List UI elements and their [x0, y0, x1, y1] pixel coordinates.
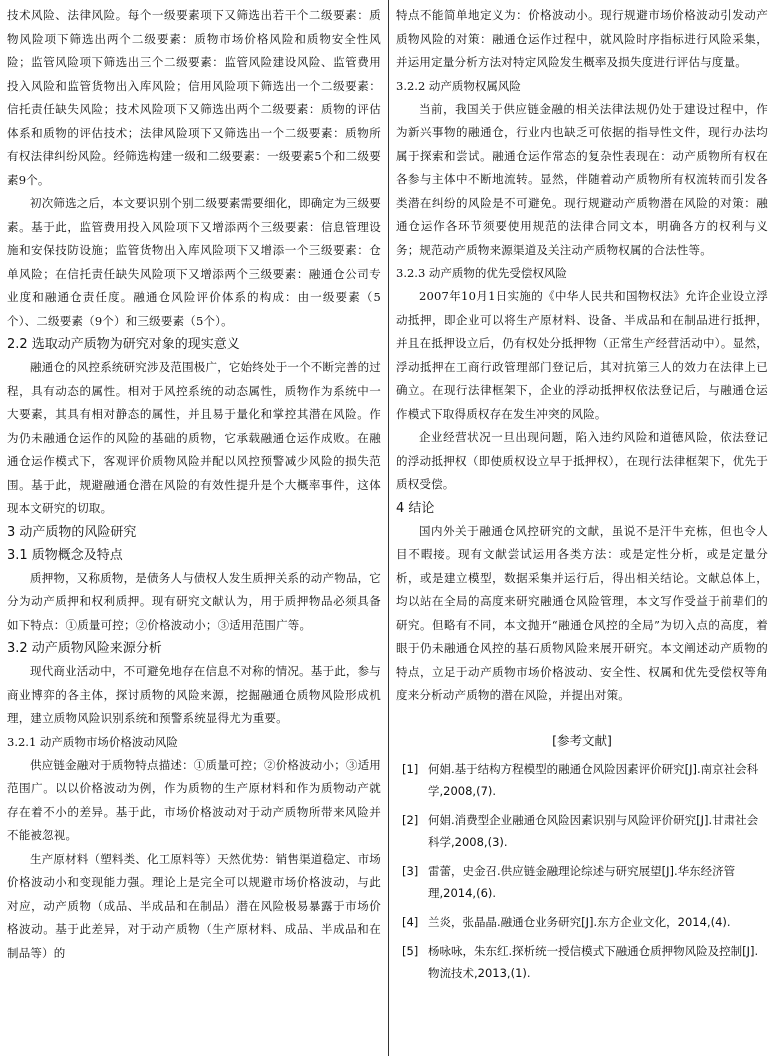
reference-number: [2] [402, 812, 419, 827]
body-paragraph: 国内外关于融通仓风控研究的文献，虽说不是汗牛充栋，但也令人目不暇接。现有文献尝试运用各类方法：或是定性分析，或是定量分析，或是建立模型，数据采集并运行后，得出相关结论。文献总体上，均以站在全局的高度来研究融通仓风险管理，本文写作受益于前辈们的研究。但略有不同，本文抛开“融通仓风控的全局”为切入点的高度，着眼于仍未融通仓风控的基石质物风险来展开研究。本文阐述动产质物的特点，立足于动产质物市场价格波动、安全性、权属和优先受偿权等角度来分析动产质物的潜在风险，并提出对策。 [396, 523, 768, 702]
reference-item [396, 860, 768, 904]
reference-item [396, 911, 768, 933]
section-heading-2-2: 2.2 选取动产质物为研究对象的现实意义 [7, 337, 240, 352]
reference-text: 何娟.消费型企业融通仓风险因素识别与风险评价研究[J].甘肃社会科学,2008,(3). [428, 812, 759, 849]
body-paragraph: 生产原材料（塑料类、化工原料等）天然优势：销售渠道稳定、市场价格波动小和变现能力强。理论上是完全可以规避市场价格波动，与此对应，动产质物（成品、半成品和在制品）潜在风险极易暴露于市场价格波动。基于此差异，对于动产质物（生产原材料、成品、半成品和在制品等）的 [7, 851, 381, 960]
reference-text: 兰炎，张晶晶.融通仓业务研究[J].东方企业文化，2014,(4). [428, 914, 731, 929]
body-paragraph: 初次筛选之后，本文要识别个别二级要素需要细化，即确定为三级要素。基于此，监管费用投入风险项下又增添两个三级要素：信息管理设施和安保技防设施；监管货物出入库风险项下又增添一个三级要素：仓单风险；在信托责任缺失风险项下又增添两个三级要素：融通仓公司专业度和融通仓责任度。融通仓风险评价体系的构成：由一级要素（5个）、二级要素（9个）和三级要素（5个）。 [7, 196, 381, 328]
left-column [7, 4, 381, 1052]
body-paragraph: 供应链金融对于质物特点描述：①质量可控；②价格波动小；③适用范围广。以以价格波动为例，作为质物的生产原材料和作为质物动产就存在着不小的差异。基于此，市场价格波动对于动产质物所带来风险并不能被忽视。 [7, 757, 381, 842]
reference-item [396, 758, 768, 802]
section-heading-4: 4 结论 [396, 500, 435, 516]
section-heading-3: 3 动产质物的风险研究 [7, 524, 137, 540]
right-column [396, 4, 768, 1052]
body-paragraph: 当前，我国关于供应链金融的相关法律法规仍处于建设过程中，作为新兴事物的融通仓，行业内也缺乏可依据的指导性文件，现行办法均属于探索和尝试。融通仓运作常态的复杂性表现在：动产质物所有权在各参与主体中不断地流转。显然，伴随着动产质物所有权流转而引发各类潜在纠纷的风险是不可避免。现行规避动产质物潜在风险的对策：融通仓运作各环节须要使用规范的法律合同文本，明确各方的权利与义务；规范动产质物来源渠道及关注动产质物权属的合法性等。 [396, 101, 768, 257]
reference-text: 雷蕾，史金召.供应链金融理论综述与研究展望[J].华东经济管理,2014,(6). [428, 863, 736, 900]
reference-list [396, 758, 768, 984]
reference-number: [5] [402, 943, 419, 958]
references-title: [参考文献] [552, 732, 612, 748]
body-paragraph: 融通仓的风控系统研究涉及范围极广，它始终处于一个不断完善的过程，具有动态的属性。相对于风控系统的动态属性，质物作为系统中一大要素，其具有相对静态的属性，并且易于量化和掌控其潜在风险。作为仍未融通仓运作的风险的基础的质物，它承载融通仓运作成败。在融通仓运作模式下，客观评价质物风险并配以风控预警减少风险的损失范围。基于此，规避融通仓潜在风险的有效性提升是个大概率事件，这体现本文研究的切取。 [7, 360, 381, 515]
section-heading-3-2: 3.2 动产质物风险来源分析 [7, 641, 162, 656]
body-paragraph: 2007年10月1日实施的《中华人民共和国物权法》允许企业设立浮动抵押，即企业可以将生产原材料、设备、半成品和在制品进行抵押，并且在抵押设立后，仍有权处分抵押物（正常生产经营活动中）。显然，浮动抵押在工商行政管理部门登记后，其对抗第三人的效力在法律上已确立。在现行法律框架下，企业的浮动抵押权依法登记后，与融通仓运作模式下取得质权存在发生冲突的风险。 [396, 289, 768, 421]
reference-number: [1] [402, 761, 419, 776]
body-paragraph: 特点不能简单地定义为：价格波动小。现行规避市场价格波动引发动产质物风险的对策：融通仓运作过程中，就风险时序指标进行风险采集，并运用定量分析方法对特定风险发生概率及损失度进行评估与度量。 [396, 8, 768, 69]
reference-number: [3] [402, 863, 419, 878]
reference-number: [4] [402, 914, 419, 929]
reference-text: 何娟.基于结构方程模型的融通仓风险因素评价研究[J].南京社会科学,2008,(7). [428, 761, 759, 798]
reference-text: 杨咏咏，朱东红.探析统一授信模式下融通仓质押物风险及控制[J].物流技术,2013,(1). [428, 943, 759, 980]
subsection-heading-3-2-2: 3.2.2 动产质物权属风险 [396, 78, 521, 93]
body-paragraph: 现代商业活动中，不可避免地存在信息不对称的情况。基于此，参与商业博弈的各主体，探讨质物的风险来源，挖掘融通仓质物风险形成机理，建立质物风险识别系统和预警系统显得尤为重要。 [7, 664, 381, 725]
body-paragraph: 企业经营状况一旦出现问题，陷入违约风险和道德风险，依法登记的浮动抵押权（即使质权设立早于抵押权），在现行法律框架下，优先于质权受偿。 [396, 430, 768, 491]
reference-item [396, 809, 768, 853]
body-paragraph: 技术风险、法律风险。每个一级要素项下又筛选出若干个二级要素：质物风险项下筛选出两个二级要素：质物市场价格风险和质物安全性风险；监管风险项下筛选出三个二级要素：监管风险建设风险、监管费用投入风险和监管货物出入库风险；信用风险项下筛选出一个二级要素：信托责任缺失风险；技术风险项下又筛选出两个二级要素：质物的评估体系和质物的评估技术；法律风险项下又筛选出一个二级要素：质物所有权法律纠纷风险。经筛选构建一级和二级要素：一级要素5个和二级要素9个。 [7, 8, 381, 187]
column-divider [388, 0, 389, 1056]
subsection-heading-3-2-1: 3.2.1 动产质物市场价格波动风险 [7, 734, 178, 749]
subsection-heading-3-2-3: 3.2.3 动产质物的优先受偿权风险 [396, 266, 567, 280]
body-paragraph: 质押物，又称质物，是债务人与债权人发生质押关系的动产物品，它分为动产质押和权利质押。现有研究文献认为，用于质押物品必须具备如下特点：①质量可控；②价格波动小；③适用范围广等。 [7, 570, 381, 632]
reference-item [396, 940, 768, 984]
section-heading-3-1: 3.1 质物概念及特点 [7, 547, 123, 563]
